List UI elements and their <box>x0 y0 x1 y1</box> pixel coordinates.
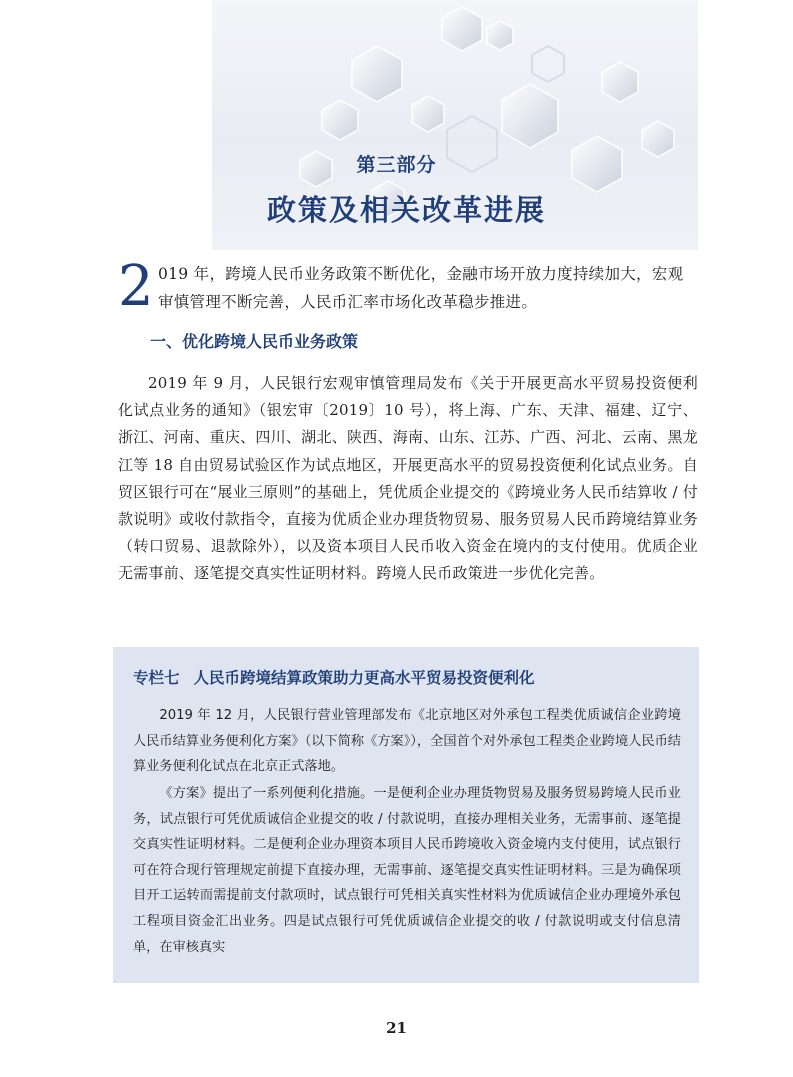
page-number: 21 <box>386 1019 407 1037</box>
section-heading: 一、优化跨境人民币业务政策 <box>150 332 359 351</box>
box-paragraph: 2019 年 12 月，人民银行营业管理部发布《北京地区对外承包工程类优质诚信企业跨境人民币结算业务便利化方案》（以下简称《方案》），全国首个对外承包工程类企业跨境人民币结算业务便利化试点在北京正式落地。 <box>133 708 681 775</box>
body-paragraph: 2019 年 9 月，人民银行宏观审慎管理局发布《关于开展更高水平贸易投资便利化试点业务的通知》（银宏审〔2019〕10 号），将上海、广东、天津、福建、辽宁、浙江、河南、重庆、四川、湖北、陕西、海南、山东、江苏、广西、河北、云南、黑龙江等 18 自由贸易试验区作为试点地区，开展更高水平的贸易投资便利化试点业务。自贸区银行可在“展业三原则”的基础上，凭优质企业提交的《跨境业务人民币结算收 / 付款说明》或收付款指令，直接为优质企业办理货物贸易、服务贸易人民币跨境结算业务（转口贸易、退款除外），以及资本项目人民币收入资金在境内的支付使用。优质企业无需事前、逐笔提交真实性证明材料。跨境人民币政策进一步优化完善。 <box>118 374 698 583</box>
part-label: 第三部分 <box>356 154 437 176</box>
box-paragraph: 《方案》提出了一系列便利化措施。一是便利企业办理货物贸易及服务贸易跨境人民币业务，试点银行可凭优质诚信企业提交的收 / 付款说明，直接办理相关业务，无需事前、逐笔提交真实性证明材料。二是便利企业办理资本项目人民币跨境收入资金境内支付使用，试点银行可在符合现行管理规定前提下直接办理，无需事前、逐笔提交真实性证明材料。三是为确保项目开工运转而需提前支付款项时，试点银行可凭相关真实性材料为优质诚信企业办理境外承包工程项目资金汇出业务。四是试点银行可凭优质诚信企业提交的收 / 付款说明或支付信息清单，在审核真实 <box>133 786 681 955</box>
drop-cap: 2 <box>118 254 154 319</box>
lead-paragraph <box>118 254 698 319</box>
box-heading: 人民币跨境结算政策助力更高水平贸易投资便利化 <box>193 669 535 687</box>
box-label: 专栏七 <box>133 669 180 687</box>
part-title: 政策及相关改革进展 <box>266 193 546 227</box>
sidebar-box <box>113 647 699 983</box>
lead-text: 019 年，跨境人民币业务政策不断优化，金融市场开放力度持续加大，宏观审慎管理不断完善，人民币汇率市场化改革稳步推进。 <box>157 265 684 311</box>
box-title <box>133 666 549 688</box>
